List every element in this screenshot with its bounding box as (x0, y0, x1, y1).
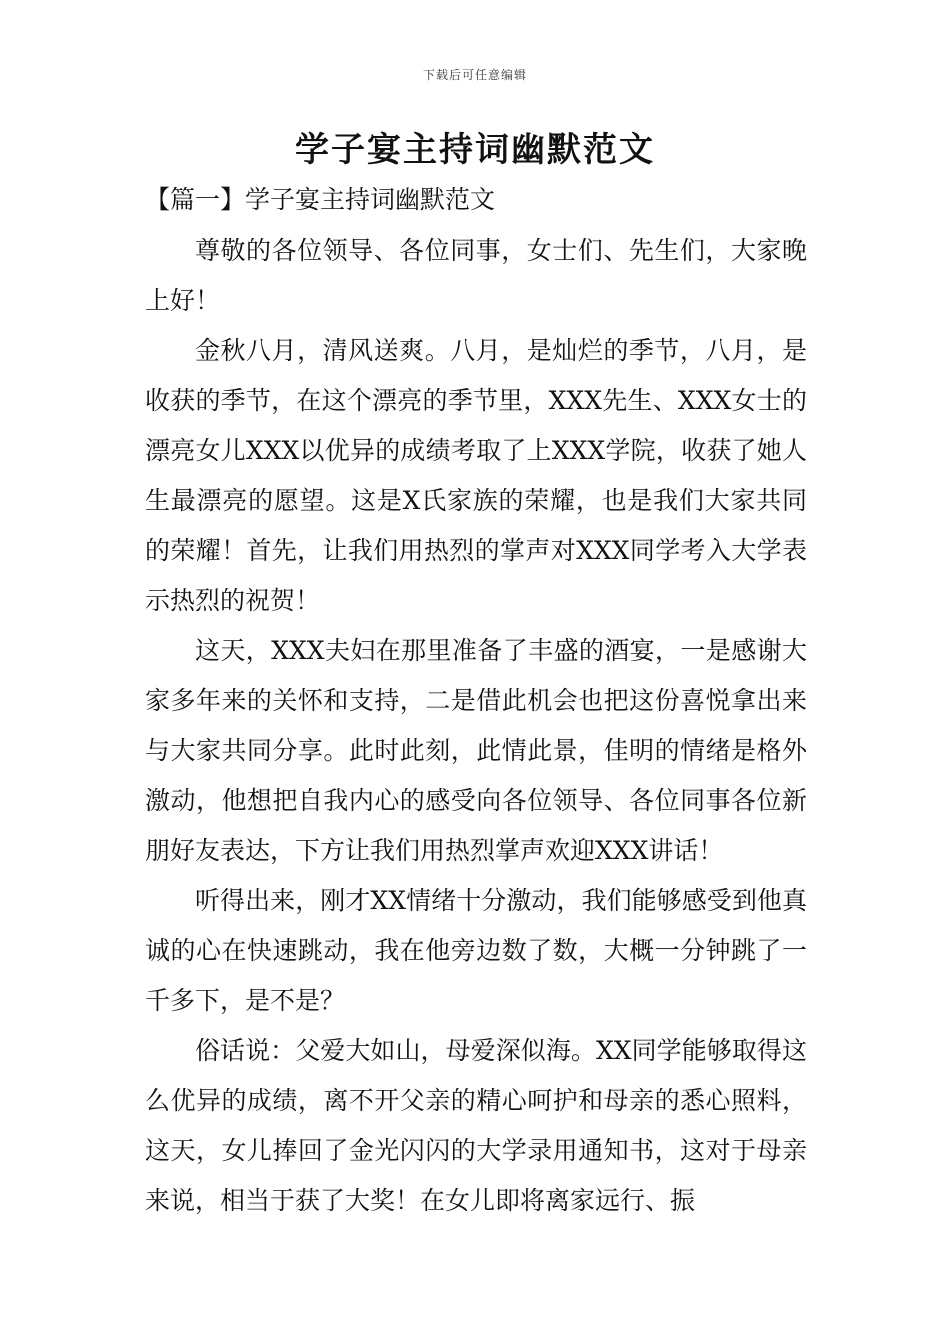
header-note: 下载后可任意编辑 (422, 68, 527, 82)
document-body (145, 226, 807, 1226)
section-heading: 【篇一】学子宴主持词幽默范文 (145, 185, 496, 214)
document-title: 学子宴主持词幽默范文 (295, 130, 655, 170)
paragraph-opening: 金秋八月，清风送爽。八月，是灿烂的季节，八月，是收获的季节，在这个漂亮的季节里，XXX先生、XXX女士的漂亮女儿XXX以优异的成绩考取了上XXX学院，收获了她人生最漂亮的愿望。这是X氏家族的荣耀，也是我们大家共同的荣耀！首先，让我们用热烈的掌声对XXX同学考入大学表示热烈的祝贺！ (145, 336, 807, 615)
paragraph-banquet: 这天，XXX夫妇在那里准备了丰盛的酒宴，一是感谢大家多年来的关怀和支持，二是借此机会也把这份喜悦拿出来与大家共同分享。此时此刻，此情此景，佳明的情绪是格外激动，他想把自我内心的感受向各位领导、各位同事各位新朋好友表达，下方让我们用热烈掌声欢迎XXX讲话！ (145, 636, 807, 865)
paragraph-parents: 俗话说：父爱大如山，母爱深似海。XX同学能够取得这么优异的成绩，离不开父亲的精心呵护和母亲的悉心照料，这天，女儿捧回了金光闪闪的大学录用通知书，这对于母亲来说，相当于获了大奖！在女儿即将离家远行、振 (145, 1036, 807, 1215)
paragraph-heartbeat: 听得出来，刚才XX情绪十分激动，我们能够感受到他真诚的心在快速跳动，我在他旁边数了数，大概一分钟跳了一千多下，是不是？ (145, 886, 807, 1015)
paragraph-greeting: 尊敬的各位领导、各位同事，女士们、先生们，大家晚上好！ (145, 236, 807, 315)
